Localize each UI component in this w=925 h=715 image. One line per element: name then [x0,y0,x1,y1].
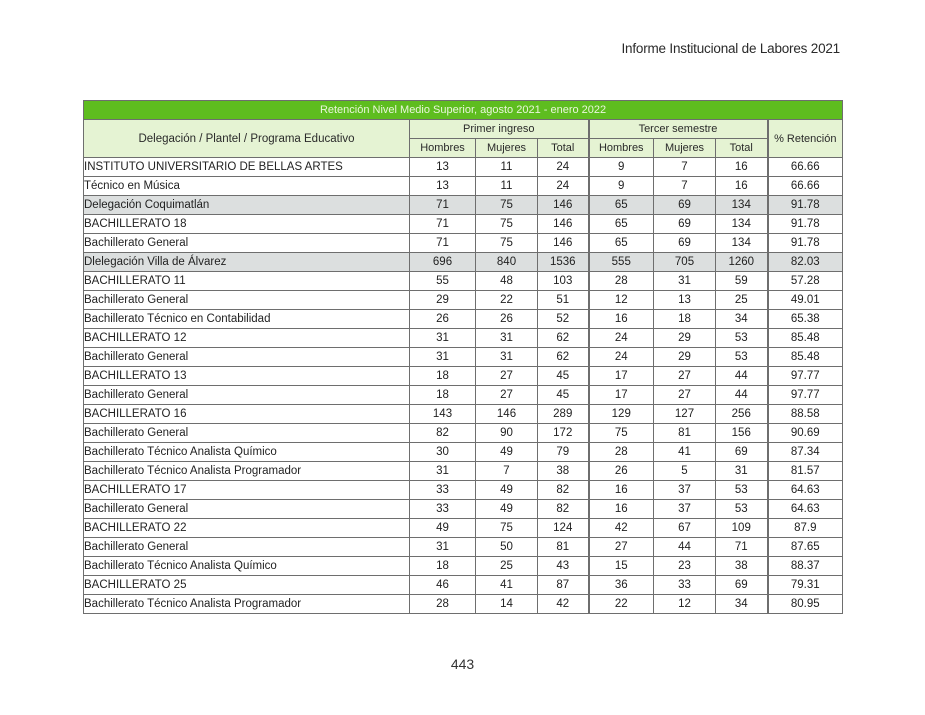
cell-primer-total: 82 [538,481,589,500]
cell-primer-mujeres: 31 [476,348,538,367]
table-row-programa [84,234,843,253]
table-row-programa [84,310,843,329]
cell-tercer-mujeres: 69 [654,215,716,234]
cell-retencion: 88.37 [768,557,843,576]
cell-primer-hombres: 33 [410,500,476,519]
cell-tercer-total: 53 [716,500,768,519]
cell-tercer-total: 16 [716,177,768,196]
cell-tercer-mujeres: 69 [654,234,716,253]
cell-tercer-hombres: 75 [589,424,654,443]
cell-tercer-mujeres: 27 [654,367,716,386]
cell-primer-hombres: 30 [410,443,476,462]
cell-primer-mujeres: 7 [476,462,538,481]
cell-tercer-mujeres: 7 [654,177,716,196]
cell-primer-total: 62 [538,348,589,367]
cell-tercer-total: 53 [716,481,768,500]
table-row-programa [84,443,843,462]
table-title-row [84,101,843,120]
cell-primer-mujeres: 11 [476,177,538,196]
cell-tercer-total: 109 [716,519,768,538]
cell-primer-mujeres: 75 [476,234,538,253]
cell-tercer-mujeres: 81 [654,424,716,443]
cell-retencion: 65.38 [768,310,843,329]
cell-tercer-mujeres: 127 [654,405,716,424]
cell-primer-total: 172 [538,424,589,443]
cell-tercer-hombres: 28 [589,443,654,462]
cell-tercer-total: 69 [716,443,768,462]
cell-tercer-hombres: 24 [589,329,654,348]
table-row-programa [84,177,843,196]
cell-tercer-mujeres: 13 [654,291,716,310]
header-ts-mujeres: Mujeres [654,139,716,158]
cell-primer-mujeres: 22 [476,291,538,310]
cell-tercer-total: 53 [716,329,768,348]
cell-name: BACHILLERATO 13 [84,367,410,386]
cell-primer-total: 24 [538,177,589,196]
table-body [84,158,843,614]
cell-primer-total: 124 [538,519,589,538]
header-pi-total: Total [538,139,589,158]
cell-primer-mujeres: 31 [476,329,538,348]
cell-primer-hombres: 26 [410,310,476,329]
cell-primer-hombres: 71 [410,215,476,234]
cell-primer-total: 62 [538,329,589,348]
table-row-delegacion [84,253,843,272]
cell-primer-mujeres: 840 [476,253,538,272]
cell-retencion: 97.77 [768,367,843,386]
cell-retencion: 79.31 [768,576,843,595]
cell-primer-total: 52 [538,310,589,329]
cell-tercer-mujeres: 41 [654,443,716,462]
table-row-plantel [84,158,843,177]
cell-tercer-hombres: 17 [589,367,654,386]
cell-primer-hombres: 71 [410,234,476,253]
cell-name: Bachillerato General [84,348,410,367]
cell-primer-hombres: 31 [410,462,476,481]
cell-primer-mujeres: 25 [476,557,538,576]
cell-retencion: 90.69 [768,424,843,443]
running-header: Informe Institucional de Labores 2021 [621,41,840,56]
cell-retencion: 97.77 [768,386,843,405]
table-row-programa [84,500,843,519]
cell-retencion: 64.63 [768,500,843,519]
cell-tercer-hombres: 65 [589,234,654,253]
cell-name: BACHILLERATO 25 [84,576,410,595]
cell-tercer-mujeres: 12 [654,595,716,614]
page-number: 443 [450,656,475,672]
cell-name: Bachillerato Técnico Analista Programador [84,595,410,614]
cell-tercer-hombres: 65 [589,196,654,215]
cell-name: INSTITUTO UNIVERSITARIO DE BELLAS ARTES [84,158,410,177]
cell-primer-total: 51 [538,291,589,310]
header-pi-mujeres: Mujeres [476,139,538,158]
cell-primer-total: 45 [538,367,589,386]
cell-retencion: 85.48 [768,329,843,348]
cell-name: Bachillerato Técnico Analista Programador [84,462,410,481]
cell-primer-hombres: 28 [410,595,476,614]
header-row-groups [84,120,843,139]
cell-primer-hombres: 696 [410,253,476,272]
cell-primer-mujeres: 49 [476,500,538,519]
cell-tercer-total: 71 [716,538,768,557]
cell-retencion: 87.9 [768,519,843,538]
cell-primer-hombres: 31 [410,348,476,367]
cell-tercer-hombres: 12 [589,291,654,310]
cell-tercer-hombres: 65 [589,215,654,234]
cell-tercer-total: 59 [716,272,768,291]
cell-primer-hombres: 82 [410,424,476,443]
cell-primer-hombres: 18 [410,386,476,405]
cell-tercer-hombres: 16 [589,310,654,329]
cell-retencion: 57.28 [768,272,843,291]
cell-tercer-mujeres: 44 [654,538,716,557]
table-row-programa [84,424,843,443]
cell-name: BACHILLERATO 16 [84,405,410,424]
cell-retencion: 49.01 [768,291,843,310]
cell-primer-total: 87 [538,576,589,595]
cell-primer-total: 81 [538,538,589,557]
cell-tercer-hombres: 555 [589,253,654,272]
table-row-plantel [84,405,843,424]
cell-primer-mujeres: 146 [476,405,538,424]
header-entity: Delegación / Plantel / Programa Educativo [84,120,410,158]
cell-primer-mujeres: 90 [476,424,538,443]
table-row-plantel [84,329,843,348]
cell-primer-total: 1536 [538,253,589,272]
cell-tercer-mujeres: 37 [654,481,716,500]
cell-name: Bachillerato Técnico Analista Químico [84,443,410,462]
cell-tercer-mujeres: 67 [654,519,716,538]
cell-name: Dlelegación Villa de Álvarez [84,253,410,272]
cell-tercer-total: 134 [716,234,768,253]
cell-primer-mujeres: 27 [476,367,538,386]
cell-primer-total: 146 [538,234,589,253]
cell-name: Bachillerato General [84,500,410,519]
cell-tercer-mujeres: 69 [654,196,716,215]
cell-name: Técnico en Música [84,177,410,196]
cell-tercer-mujeres: 29 [654,348,716,367]
cell-primer-hombres: 143 [410,405,476,424]
cell-primer-hombres: 71 [410,196,476,215]
cell-tercer-mujeres: 705 [654,253,716,272]
header-pi-hombres: Hombres [410,139,476,158]
cell-primer-hombres: 29 [410,291,476,310]
cell-retencion: 85.48 [768,348,843,367]
cell-tercer-mujeres: 33 [654,576,716,595]
table-row-programa [84,538,843,557]
cell-primer-mujeres: 14 [476,595,538,614]
cell-retencion: 91.78 [768,215,843,234]
header-ts-hombres: Hombres [589,139,654,158]
cell-tercer-total: 38 [716,557,768,576]
cell-tercer-total: 16 [716,158,768,177]
cell-primer-total: 146 [538,215,589,234]
cell-tercer-mujeres: 29 [654,329,716,348]
table-row-plantel [84,481,843,500]
cell-tercer-total: 31 [716,462,768,481]
cell-primer-hombres: 18 [410,557,476,576]
table-row-programa [84,291,843,310]
cell-name: Bachillerato General [84,538,410,557]
cell-tercer-hombres: 16 [589,481,654,500]
cell-tercer-hombres: 15 [589,557,654,576]
table-row-plantel [84,576,843,595]
cell-retencion: 87.65 [768,538,843,557]
cell-name: BACHILLERATO 17 [84,481,410,500]
cell-primer-mujeres: 48 [476,272,538,291]
cell-tercer-total: 34 [716,595,768,614]
cell-retencion: 88.58 [768,405,843,424]
cell-retencion: 91.78 [768,196,843,215]
table-row-programa [84,348,843,367]
cell-name: Bachillerato General [84,386,410,405]
cell-tercer-total: 156 [716,424,768,443]
cell-name: Bachillerato General [84,424,410,443]
cell-primer-hombres: 55 [410,272,476,291]
cell-retencion: 81.57 [768,462,843,481]
table-row-programa [84,595,843,614]
table-row-plantel [84,215,843,234]
cell-primer-mujeres: 49 [476,481,538,500]
cell-primer-mujeres: 49 [476,443,538,462]
cell-primer-mujeres: 75 [476,215,538,234]
cell-name: Bachillerato Técnico en Contabilidad [84,310,410,329]
cell-primer-mujeres: 50 [476,538,538,557]
cell-retencion: 64.63 [768,481,843,500]
cell-tercer-hombres: 17 [589,386,654,405]
cell-primer-total: 45 [538,386,589,405]
cell-primer-total: 43 [538,557,589,576]
cell-name: BACHILLERATO 18 [84,215,410,234]
cell-tercer-total: 34 [716,310,768,329]
cell-retencion: 87.34 [768,443,843,462]
table-row-delegacion [84,196,843,215]
cell-retencion: 80.95 [768,595,843,614]
cell-primer-total: 79 [538,443,589,462]
cell-primer-hombres: 33 [410,481,476,500]
cell-primer-mujeres: 75 [476,519,538,538]
cell-primer-hombres: 46 [410,576,476,595]
cell-primer-total: 289 [538,405,589,424]
cell-name: Delegación Coquimatlán [84,196,410,215]
header-tercer-semestre: Tercer semestre [589,120,768,139]
cell-name: Bachillerato General [84,291,410,310]
cell-retencion: 91.78 [768,234,843,253]
cell-tercer-total: 1260 [716,253,768,272]
cell-primer-total: 82 [538,500,589,519]
cell-retencion: 66.66 [768,158,843,177]
cell-primer-mujeres: 75 [476,196,538,215]
cell-tercer-mujeres: 7 [654,158,716,177]
cell-tercer-total: 134 [716,196,768,215]
cell-tercer-hombres: 26 [589,462,654,481]
cell-tercer-hombres: 9 [589,177,654,196]
table-row-plantel [84,272,843,291]
header-retencion: % Retención [768,120,843,158]
cell-tercer-mujeres: 23 [654,557,716,576]
cell-tercer-total: 44 [716,386,768,405]
cell-primer-mujeres: 27 [476,386,538,405]
cell-retencion: 66.66 [768,177,843,196]
cell-name: BACHILLERATO 11 [84,272,410,291]
cell-tercer-mujeres: 18 [654,310,716,329]
header-ts-total: Total [716,139,768,158]
cell-tercer-mujeres: 27 [654,386,716,405]
cell-tercer-total: 44 [716,367,768,386]
table-title: Retención Nivel Medio Superior, agosto 2021 - enero 2022 [84,101,843,120]
retention-table [83,100,843,614]
cell-name: Bachillerato Técnico Analista Químico [84,557,410,576]
header-primer-ingreso: Primer ingreso [410,120,589,139]
cell-name: BACHILLERATO 12 [84,329,410,348]
table-row-programa [84,386,843,405]
cell-tercer-mujeres: 37 [654,500,716,519]
cell-primer-mujeres: 26 [476,310,538,329]
cell-primer-hombres: 49 [410,519,476,538]
cell-tercer-hombres: 28 [589,272,654,291]
cell-tercer-total: 53 [716,348,768,367]
cell-tercer-total: 256 [716,405,768,424]
cell-primer-total: 42 [538,595,589,614]
cell-primer-total: 24 [538,158,589,177]
cell-primer-hombres: 18 [410,367,476,386]
cell-primer-hombres: 31 [410,329,476,348]
cell-tercer-mujeres: 5 [654,462,716,481]
cell-name: BACHILLERATO 22 [84,519,410,538]
cell-primer-hombres: 13 [410,158,476,177]
cell-primer-total: 38 [538,462,589,481]
cell-tercer-total: 69 [716,576,768,595]
cell-primer-mujeres: 11 [476,158,538,177]
cell-retencion: 82.03 [768,253,843,272]
table-row-plantel [84,519,843,538]
table-row-plantel [84,367,843,386]
cell-name: Bachillerato General [84,234,410,253]
cell-tercer-hombres: 27 [589,538,654,557]
cell-tercer-mujeres: 31 [654,272,716,291]
cell-tercer-total: 134 [716,215,768,234]
cell-tercer-hombres: 22 [589,595,654,614]
cell-primer-hombres: 31 [410,538,476,557]
cell-tercer-hombres: 36 [589,576,654,595]
cell-tercer-hombres: 16 [589,500,654,519]
table-row-programa [84,462,843,481]
cell-tercer-hombres: 9 [589,158,654,177]
cell-primer-hombres: 13 [410,177,476,196]
cell-primer-total: 103 [538,272,589,291]
table-row-programa [84,557,843,576]
cell-primer-total: 146 [538,196,589,215]
cell-tercer-hombres: 42 [589,519,654,538]
cell-tercer-total: 25 [716,291,768,310]
cell-tercer-hombres: 129 [589,405,654,424]
cell-tercer-hombres: 24 [589,348,654,367]
cell-primer-mujeres: 41 [476,576,538,595]
